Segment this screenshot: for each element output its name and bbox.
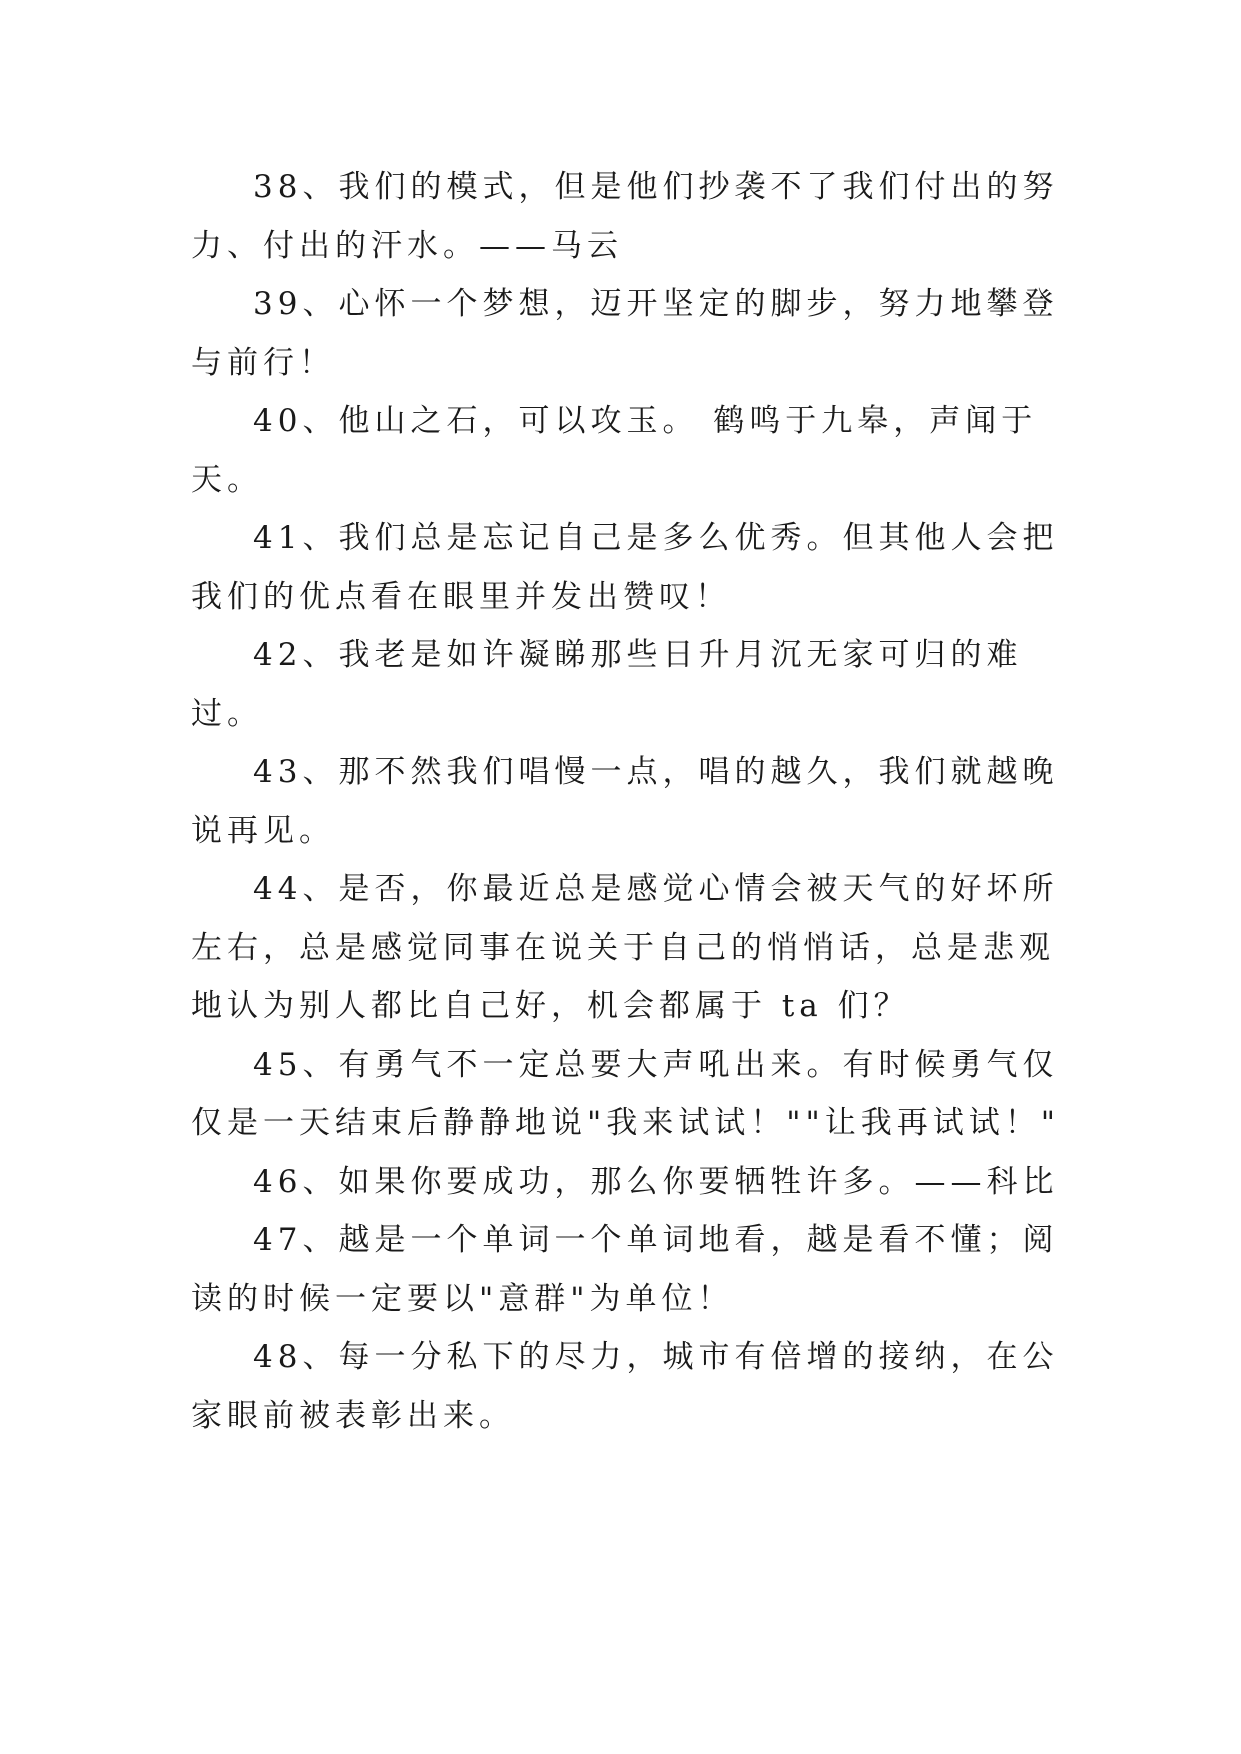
paragraph-47: 47、越是一个单词一个单词地看，越是看不懂；阅读的时候一定要以"意群"为单位！: [191, 1222, 1059, 1317]
paragraph-42: 42、我老是如许凝睇那些日升月沉无家可归的难过。: [191, 637, 1023, 732]
paragraph-46: 46、如果你要成功，那么你要牺牲许多。——科比: [253, 1163, 1059, 1200]
paragraph-45: 45、有勇气不一定总要大声吼出来。有时候勇气仅仅是一天结束后静静地说"我来试试！""让我再试试！": [191, 1046, 1061, 1141]
paragraph-44: 44、是否，你最近总是感觉心情会被天气的好坏所左右，总是感觉同事在说关于自己的悄悄话，总是悲观地认为别人都比自己好，机会都属于 ta 们？: [191, 871, 1059, 1024]
paragraph-41: 41、我们总是忘记自己是多么优秀。但其他人会把我们的优点看在眼里并发出赞叹！: [191, 520, 1059, 615]
paragraph-38: 38、我们的模式，但是他们抄袭不了我们付出的努力、付出的汗水。——马云: [191, 169, 1059, 264]
paragraph-43: 43、那不然我们唱慢一点，唱的越久，我们就越晚说再见。: [191, 754, 1059, 849]
paragraph-40: 40、他山之石，可以攻玉。 鹤鸣于九皋，声闻于天。: [191, 403, 1038, 498]
paragraph-39: 39、心怀一个梦想，迈开坚定的脚步，努力地攀登与前行！: [191, 286, 1059, 381]
document-body: [191, 158, 1061, 1445]
paragraph-48: 48、每一分私下的尽力，城市有倍增的接纳，在公家眼前被表彰出来。: [191, 1339, 1059, 1434]
